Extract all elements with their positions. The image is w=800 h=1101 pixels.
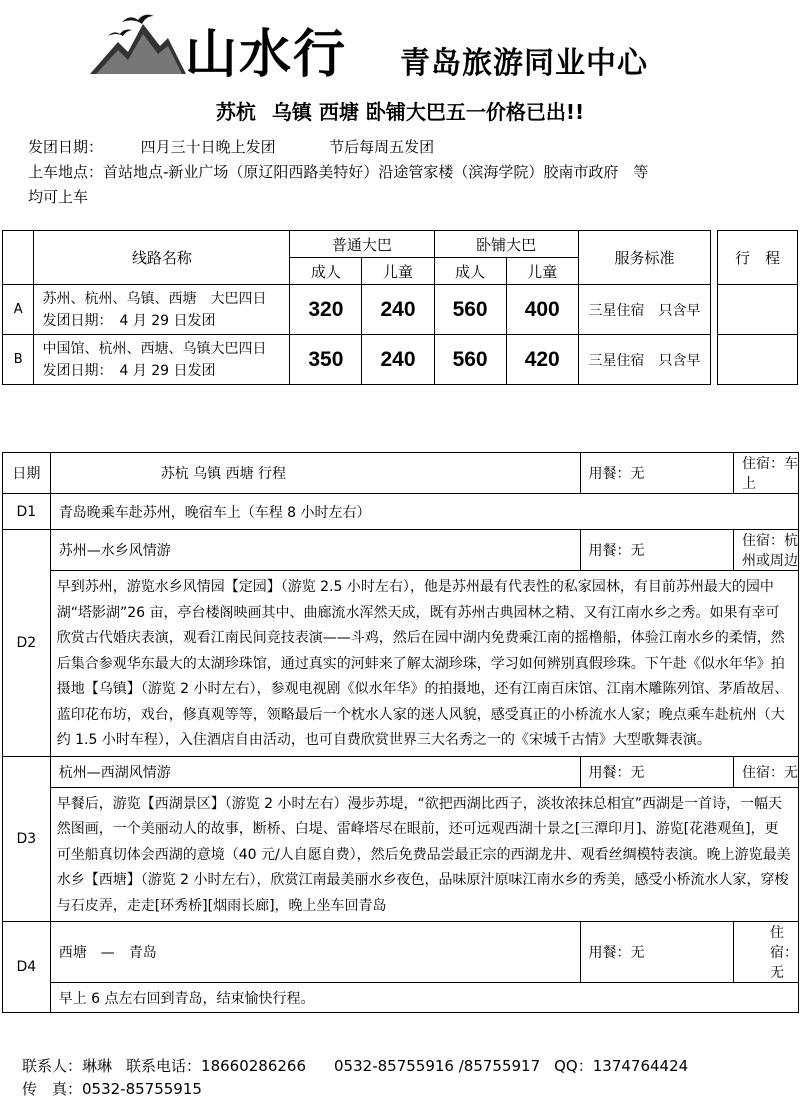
route-header: 线路名称 bbox=[34, 231, 290, 285]
day-text: 早上 6 点左右回到青岛，结束愉快行程。 bbox=[50, 983, 798, 1013]
route-name: 苏州、杭州、乌镇、西塘 大巴四日 bbox=[42, 290, 267, 307]
day-row bbox=[3, 787, 799, 922]
row-id: A bbox=[3, 285, 34, 335]
day-label: D1 bbox=[3, 494, 51, 530]
meal-cell: 用餐：无 bbox=[580, 756, 734, 787]
day-label: D4 bbox=[3, 922, 51, 1013]
normal-bus-header: 普通大巴 bbox=[290, 231, 434, 258]
depart-value-1: 四月三十日晚上发团 bbox=[140, 138, 276, 156]
table-row bbox=[3, 285, 798, 335]
itinerary-title: 苏杭 乌镇 西塘 行程 bbox=[50, 453, 580, 494]
service-cell: 三星住宿 只含早 bbox=[578, 285, 710, 335]
route-date: 发团日期： 4 月 29 日发团 bbox=[42, 312, 216, 329]
table-row bbox=[3, 335, 798, 385]
price-table bbox=[2, 230, 798, 385]
depart-value-2: 节后每周五发团 bbox=[329, 138, 435, 156]
meal-cell: 用餐：无 bbox=[580, 453, 734, 494]
normal-child-price: 240 bbox=[362, 335, 434, 385]
itinerary-cell bbox=[718, 335, 798, 385]
route-name: 中国馆、杭州、西塘、乌镇大巴四日 bbox=[42, 340, 267, 357]
day-row bbox=[3, 983, 799, 1013]
board-info-2: 均可上车 bbox=[28, 188, 89, 206]
route-cell bbox=[34, 335, 290, 385]
stay-cell: 住宿：无 bbox=[734, 756, 799, 787]
board-info: 上车地点：首站地点-新业广场（原辽阳西路美特好）沿途管家楼（滨海学院）胶南市政府 等 bbox=[28, 163, 649, 181]
stay-cell: 住宿：无 bbox=[734, 922, 799, 983]
day-heading: 苏州—水乡风情游 bbox=[50, 530, 580, 571]
adult-header: 成人 bbox=[290, 258, 362, 285]
contact-person: 联系人：琳琳 bbox=[22, 1057, 113, 1075]
normal-child-price: 240 bbox=[362, 285, 434, 335]
day-label: D2 bbox=[3, 530, 51, 757]
headline bbox=[0, 96, 800, 125]
day-text: 早到苏州，游览水乡风情园【定园】（游览 2.5 小时左右），他是苏州最有代表性的私家园林，有目前苏州最大的园中湖“塔影湖”26 亩，亭台楼阁映画其中、曲廊流水浑然天成，既有苏州古典园林之精、又有江南水乡之秀。如果有幸可欣赏古代婚庆表演，观看江南民间竞技表演——斗鸡，然后在园中湖内免费乘江南的摇橹船，体验江南水乡的柔情，然后集合参观华东最大的太湖珍珠馆，通过真实的河蚌来了解太湖珍珠，学习如何辨别真假珍珠。下午赴《似水年华》拍摄地【乌镇】（游览 2 小时左右），参观电视剧《似水年华》的拍摄地，还有江南百床馆、江南木雕陈列馆、茅盾故居、蓝印花布坊，戏台，修真观等等，领略最后一个枕水人家的迷人风貌，感受真正的小桥流水人家；晚点乘车赴杭州（大约 1.5 小时车程），入住酒店自由活动，也可自费欣赏世界三大名秀之一的《宋城千古情》大型歌舞表演。 bbox=[50, 571, 798, 757]
adult-header: 成人 bbox=[434, 258, 506, 285]
sleeper-child-price: 400 bbox=[506, 285, 578, 335]
day-row bbox=[3, 922, 799, 983]
service-header: 服务标准 bbox=[578, 231, 710, 285]
day-text: 早餐后，游览【西湖景区】（游览 2 小时左右）漫步苏堤，“欲把西湖比西子，淡妆浓抹总相宜”西湖是一首诗，一幅天然图画，一个美丽动人的故事，断桥、白堤、雷峰塔尽在眼前，还可远观西湖十景之[三潭印月]、游览[花港观鱼]，更可坐船真切体会西湖的意境（40 元/人自愿自费），然后免费品尝最正宗的西湖龙井、观看丝绸模特表演。晚上游览最美水乡【西塘】（游览 2 小时左右），欣赏江南最美丽水乡夜色，品味原汁原味江南水乡的秀美，感受小桥流水人家，穿梭与石皮弄，走走[环秀桥][烟雨长廊]，晚上坐车回青岛 bbox=[50, 787, 798, 922]
normal-adult-price: 320 bbox=[290, 285, 362, 335]
itinerary-cell bbox=[718, 285, 798, 335]
itinerary-table bbox=[2, 452, 799, 1013]
sleeper-bus-header: 卧铺大巴 bbox=[434, 231, 578, 258]
day-row bbox=[3, 530, 799, 571]
gap-cell bbox=[711, 335, 718, 385]
day-label: D3 bbox=[3, 756, 51, 922]
stay-cell: 住宿：车上 bbox=[734, 453, 799, 494]
phone-2: 0532-85755916 /85755917 bbox=[334, 1057, 541, 1075]
phone-1: 18660286266 bbox=[201, 1057, 307, 1075]
contact-line bbox=[22, 1055, 688, 1078]
sleeper-adult-price: 560 bbox=[434, 285, 506, 335]
route-cell bbox=[34, 285, 290, 335]
phone-label: 联系电话： bbox=[126, 1057, 202, 1075]
row-id: B bbox=[3, 335, 34, 385]
child-header: 儿童 bbox=[506, 258, 578, 285]
normal-adult-price: 350 bbox=[290, 335, 362, 385]
day-text: 青岛晚乘车赴苏州，晚宿车上（车程 8 小时左右） bbox=[50, 494, 798, 530]
day-row bbox=[3, 494, 799, 530]
route-date: 发团日期： 4 月 29 日发团 bbox=[42, 362, 216, 379]
day-heading: 西塘 — 青岛 bbox=[50, 922, 580, 983]
date-header: 日期 bbox=[3, 453, 51, 494]
itinerary-header: 行 程 bbox=[718, 231, 798, 285]
qq: QQ：1374764424 bbox=[554, 1057, 689, 1075]
gap-cell bbox=[711, 285, 718, 335]
gap-cell bbox=[711, 231, 718, 285]
fax-line: 传 真：0532-85755915 bbox=[22, 1080, 202, 1098]
contact-block bbox=[22, 1055, 688, 1101]
service-cell: 三星住宿 只含早 bbox=[578, 335, 710, 385]
child-header: 儿童 bbox=[362, 258, 434, 285]
day-heading: 杭州—西湖风情游 bbox=[50, 756, 580, 787]
headline-part-2: 乌镇 西塘 卧铺大巴五一价格已出!! bbox=[271, 100, 585, 124]
logo bbox=[88, 2, 188, 86]
headline-part-1: 苏杭 bbox=[215, 100, 256, 124]
meal-cell: 用餐：无 bbox=[580, 530, 734, 571]
meal-cell: 用餐：无 bbox=[580, 922, 734, 983]
stay-cell: 住宿：杭州或周边 bbox=[734, 530, 799, 571]
depart-label: 发团日期： bbox=[28, 138, 104, 156]
day-row bbox=[3, 756, 799, 787]
depart-info bbox=[28, 136, 434, 157]
sleeper-child-price: 420 bbox=[506, 335, 578, 385]
sleeper-adult-price: 560 bbox=[434, 335, 506, 385]
day-row bbox=[3, 571, 799, 757]
brand-name: 山水行 bbox=[185, 24, 348, 85]
id-header bbox=[3, 231, 34, 285]
brand-subtitle: 青岛旅游同业中心 bbox=[400, 46, 648, 81]
